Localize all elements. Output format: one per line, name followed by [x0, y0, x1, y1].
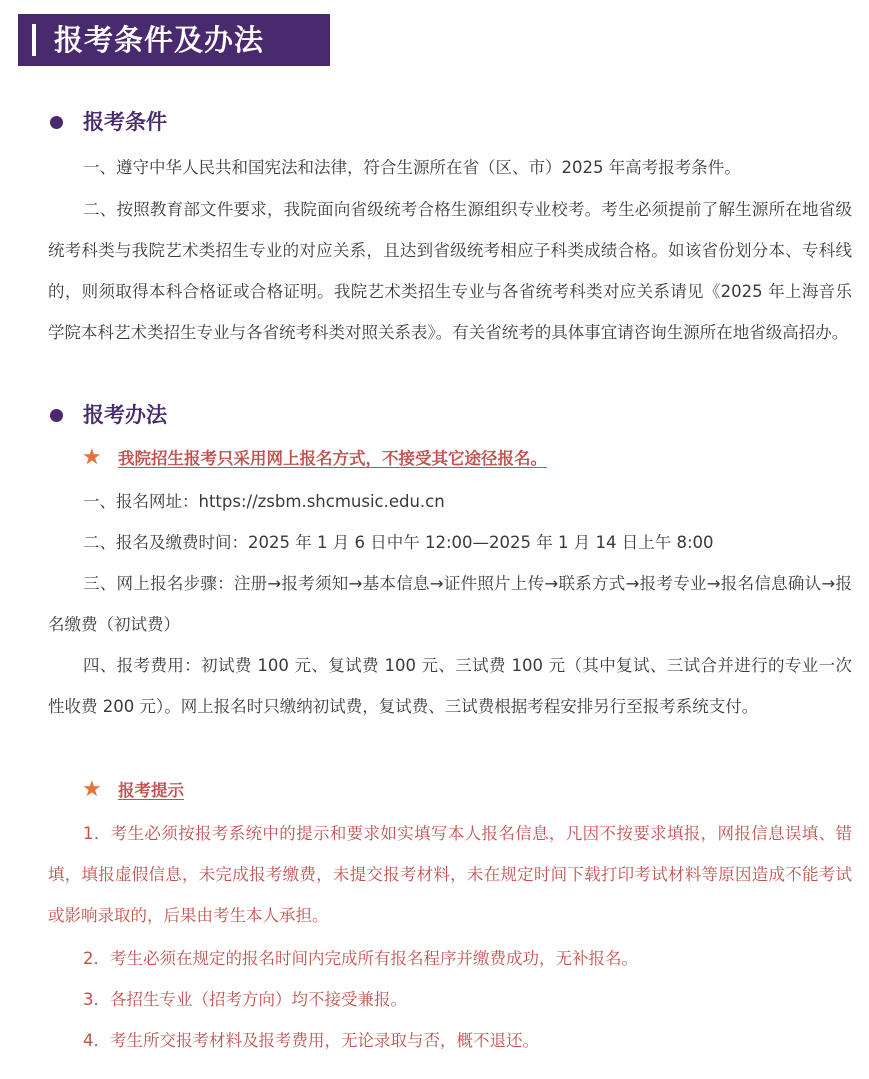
tip-item: 1．考生必须按报考系统中的提示和要求如实填写本人报名信息，凡因不按要求填报，网报信息误填、错填，填报虚假信息，未完成报考缴费，未提交报考材料，未在规定时间下载打印考试材料等原因造成不能考试或影响录取的，后果由考生本人承担。: [48, 824, 852, 925]
paragraph-condition-2: 二、按照教育部文件要求，我院面向省级统考合格生源组织专业校考。考生必须提前了解生源所在地省级统考科类与我院艺术类招生专业的对应关系，且达到省级统考相应子科类成绩合格。如该省份划分本、专科线的，则须取得本科合格证或合格证明。我院艺术类招生专业与各省统考科类对应关系请见《2025 年上海音乐学院本科艺术类招生专业与各省统考科类对照关系表》。有关省统考的具体事宜请咨询生源所在地省级高招办。: [48, 200, 852, 342]
banner-title: 报考条件及办法: [54, 23, 265, 57]
tip-item: 4．考生所交报考材料及报考费用，无论录取与否，概不退还。: [83, 1031, 539, 1050]
tip-item: 2．考生必须在规定的报名时间内完成所有报名程序并缴费成功，无补报名。: [83, 949, 638, 968]
tips-heading: 报考提示: [118, 781, 184, 800]
bullet-dot-icon: [50, 409, 63, 422]
paragraph-condition-1: 一、遵守中华人民共和国宪法和法律，符合生源所在省（区、市）2025 年高考报考条件。: [83, 158, 741, 177]
bullet-dot-icon: [50, 116, 63, 129]
star-icon: ★: [82, 445, 102, 470]
notice-text: 我院招生报考只采用网上报名方式，不接受其它途径报名。: [118, 449, 547, 468]
section-banner: [18, 14, 330, 66]
section-title: 报考办法: [83, 403, 167, 427]
tip-item: 3．各招生专业（招考方向）均不接受兼报。: [83, 990, 407, 1009]
paragraph-method-1: 一、报名网址：https://zsbm.shcmusic.edu.cn: [83, 492, 445, 511]
paragraph-method-4: 四、报考费用：初试费 100 元、复试费 100 元、三试费 100 元（其中复试、三试合并进行的专业一次性收费 200 元）。网上报名时只缴纳初试费，复试费、三试费根据考程安排另行至报考系统支付。: [48, 656, 852, 716]
star-icon: ★: [82, 777, 102, 802]
paragraph-method-3: 三、网上报名步骤：注册→报考须知→基本信息→证件照片上传→联系方式→报考专业→报名信息确认→报名缴费（初试费）: [48, 574, 852, 634]
section-title: 报考条件: [83, 110, 167, 134]
banner-bar: [32, 24, 36, 56]
paragraph-method-2: 二、报名及缴费时间：2025 年 1 月 6 日中午 12:00—2025 年 1 月 14 日上午 8:00: [83, 533, 714, 552]
